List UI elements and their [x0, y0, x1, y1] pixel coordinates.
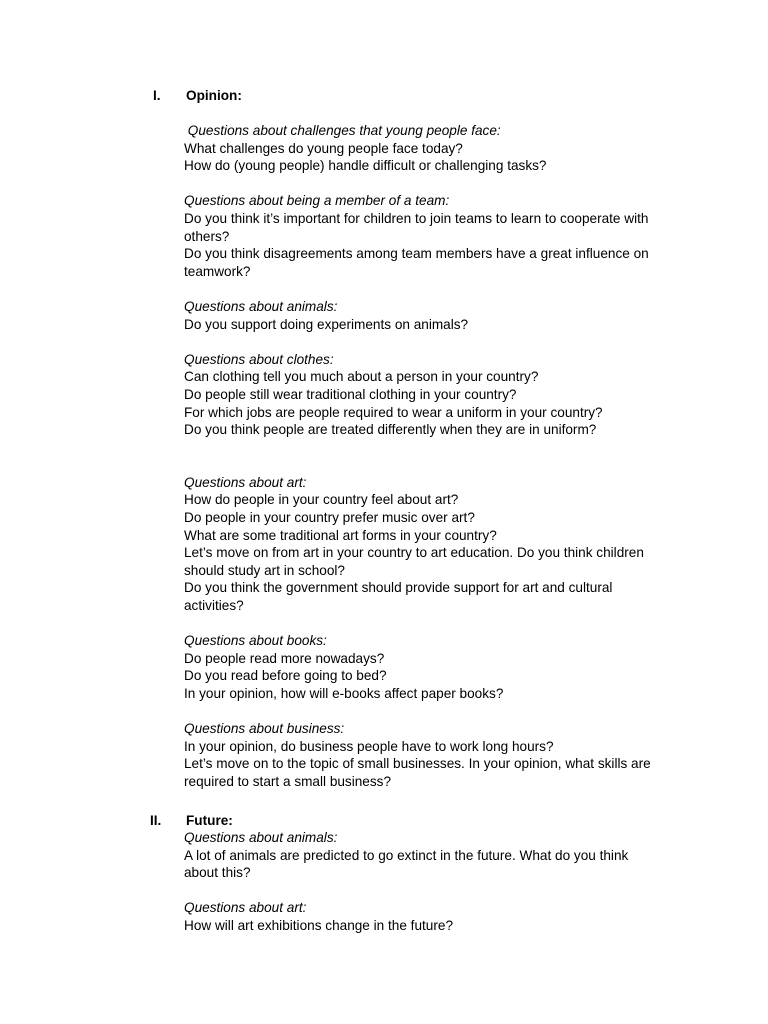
question-line: For which jobs are people required to wear a uniform in your country? [184, 404, 603, 420]
group-heading: Questions about books: [184, 633, 327, 649]
group-heading: Questions about art: [184, 900, 307, 916]
group-spacer [184, 175, 684, 193]
group-spacer [184, 882, 684, 900]
section-2-body [184, 829, 684, 935]
group-spacer [184, 615, 684, 633]
group-spacer [184, 333, 684, 351]
question-line: What are some traditional art forms in your country? [184, 527, 497, 543]
group-heading: Questions about animals: [184, 298, 338, 314]
question-line: What challenges do young people face today? [184, 140, 463, 156]
question-line: required to start a small business? [184, 773, 392, 789]
question-group [184, 122, 684, 175]
group-heading: Questions about clothes: [184, 351, 334, 367]
question-line: Do people in your country prefer music over art? [184, 510, 475, 526]
question-group [184, 720, 684, 790]
question-line: others? [184, 228, 230, 244]
question-line: In your opinion, how will e-books affect paper books? [184, 686, 504, 701]
group-heading: Questions about being a member of a team: [184, 193, 450, 209]
question-group [184, 829, 684, 882]
question-group [184, 474, 684, 615]
group-spacer [184, 280, 684, 298]
question-group [184, 899, 684, 934]
section-1-title: Opinion: [186, 88, 242, 103]
section-2-title: Future: [186, 813, 233, 828]
group-heading: Questions about animals: [184, 830, 338, 845]
question-line: In your opinion, do business people have to work long hours? [184, 738, 554, 754]
question-group [184, 298, 684, 333]
question-line: Do you think people are treated differently when they are in uniform? [184, 422, 597, 438]
question-line: Do you support doing experiments on animals? [184, 316, 469, 332]
group-heading: Questions about art: [184, 474, 307, 490]
section-1-number: I. [153, 88, 161, 103]
question-line: How do (young people) handle difficult or challenging tasks? [184, 158, 547, 174]
question-group [184, 192, 684, 280]
section-1-body [184, 122, 684, 791]
group-spacer [184, 703, 684, 721]
question-line: Do people read more nowadays? [184, 650, 385, 666]
question-line: teamwork? [184, 263, 251, 279]
question-line: Let’s move on to the topic of small businesses. In your opinion, what skills are [184, 756, 651, 772]
question-line: How will art exhibitions change in the future? [184, 917, 454, 933]
group-heading: Questions about challenges that young people face: [184, 123, 501, 138]
question-line: A lot of animals are predicted to go extinct in the future. What do you think [184, 847, 629, 863]
question-line: should study art in school? [184, 562, 345, 578]
section-2-number: II. [150, 813, 162, 828]
question-line: Let’s move on from art in your country to art education. Do you think children [184, 545, 644, 561]
question-line: Do you think it’s important for children to join teams to learn to cooperate with [184, 210, 649, 226]
group-heading: Questions about business: [184, 721, 345, 737]
question-line: activities? [184, 598, 244, 614]
question-group [184, 632, 684, 702]
question-line: Do you think disagreements among team members have a great influence on [184, 246, 649, 262]
question-line: Can clothing tell you much about a person in your country? [184, 369, 539, 385]
question-line: Do you read before going to bed? [184, 668, 387, 684]
question-line: Do you think the government should provide support for art and cultural [184, 580, 613, 596]
question-line: How do people in your country feel about art? [184, 492, 459, 508]
group-spacer [184, 439, 684, 474]
question-line: about this? [184, 865, 251, 881]
question-line: Do people still wear traditional clothing in your country? [184, 386, 517, 402]
question-group [184, 351, 684, 439]
